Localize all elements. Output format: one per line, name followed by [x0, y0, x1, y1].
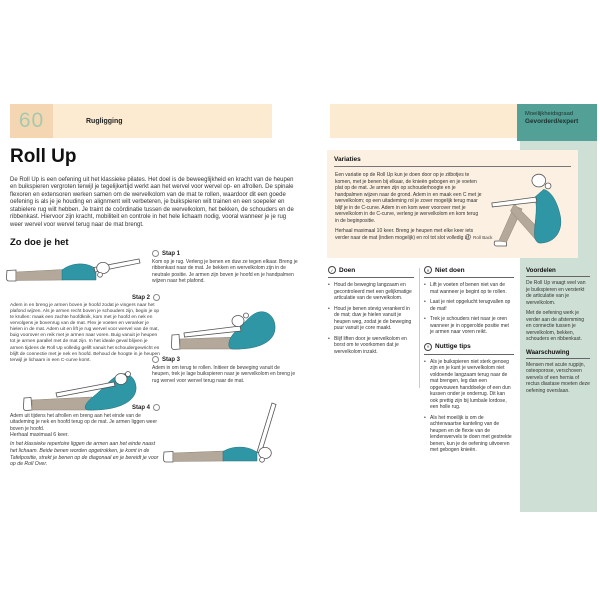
step-1-block — [152, 250, 298, 284]
step-4-label: Stap 4 — [131, 404, 150, 411]
variation-caption: Roll Back — [473, 234, 493, 240]
do-item: • Houd je benen stevig verankerd in de mat; duw je hielen vanuit je heupen weg, zodat je de beweging puur vanuit je core maakt. — [328, 306, 414, 332]
step-marker-icon — [152, 356, 159, 363]
step-4-block — [10, 404, 160, 432]
step-2-illustration — [166, 297, 298, 357]
chapter-bar — [53, 104, 272, 138]
step-2-text: Adem in en breng je armen boven je hoofd zodat je vingers naar het plafond wijzen. Als je armen recht boven je schouders zijn, begin je op te krullen: maak een zachte hoofdknik, kom met je hoofd en nek en vervolgens je bovenrug van de mat. Flex je voeten en veranker je hielen in de mat. Adem uit en lift je rug wervel voor wervel van de mat, buig voorover en reik met je armen naar voren. Buig vanuit je heupen tot je armen parallel met de mat zijn. In het ideale geval blijven je armen tijdens de Roll Up volledig gelift vanuit het schoudergewricht en blijft de connectie met je nek en hoofd. Behoud de hoogte in je heupen terwijl je lichaam in een C-curve komt. — [10, 303, 160, 363]
warning-heading: Waarschuwing — [526, 349, 590, 359]
how-to-heading: Zo doe je het — [10, 237, 69, 248]
classic-repertoire-note: In het klassieke repertoire liggen de armen aan het einde naast het lichaam. Beide benen worden opgetrokken, je komt in de Tafelpositie, strekt je benen op de diagonaal en je bereidt je voor op de Roll Over. — [10, 441, 159, 468]
step-1-label: Stap 1 — [162, 250, 181, 257]
step-3-label-row — [152, 356, 298, 363]
step-3-text: Adem in om terug te rollen. Initieer de beweging vanuit de heupen, trek je lage buikspieren naar je wervelkolom en breng je rug wervel voor wervel terug naar de mat. — [152, 365, 296, 384]
step-3-label: Stap 3 — [162, 356, 181, 363]
cross-circle-icon: ✕ — [424, 266, 432, 274]
figure-curled-forward — [166, 297, 298, 357]
step-3-block — [152, 356, 298, 384]
step-marker-icon — [153, 404, 160, 411]
chapter-label: Rugligging — [86, 117, 123, 125]
page-number: 60 — [18, 109, 45, 132]
repeat-note: Herhaal maximaal 6 keer. — [10, 432, 69, 438]
step-2-label: Stap 2 — [131, 294, 150, 301]
warning-text: Mensen met acute rugpijn, osteoporose, verschoven wervels of een hernia of rectus diastase moeten deze oefening overslaan. — [526, 361, 590, 394]
variations-box — [327, 150, 578, 258]
step-1-illustration — [3, 250, 148, 292]
column-divider — [419, 268, 420, 388]
step-4-illustration — [160, 396, 298, 472]
dont-list — [424, 282, 514, 336]
page-number-box — [10, 104, 53, 138]
figure-lying-arms-up — [160, 396, 298, 472]
benefits-heading: Voordelen — [526, 267, 590, 277]
do-item: • Houd de beweging langzaam en gecontroleerd met een gelijkmatige articulatie van de wervelkolom. — [328, 282, 414, 302]
step-4-text: Adem uit tijdens het afrollen en breng aan het einde van de uitademing je nek en hoofd terug op de mat. Je armen liggen weer boven je hoofd. — [10, 413, 158, 432]
benefits-paragraph-1: De Roll Up vraagt veel van je buikspieren en versterkt de articulatie van je wervelkolom. — [526, 280, 586, 306]
variations-text — [335, 172, 482, 245]
step-1-text: Kom op je rug. Verleng je benen en duw ze tegen elkaar. Breng je ribbenkast naar de mat. Je bekken en wervelkolom zijn in de neutrale positie. Je armen zijn boven je hoofd en je handpalmen wijzen naar het plafond. — [152, 259, 298, 285]
dont-tips-column — [424, 266, 514, 458]
tips-heading-row — [424, 343, 514, 355]
difficulty-label: Moeilijkheidsgraad — [525, 111, 574, 117]
do-item: • Blijf liften door je wervelkolom en borst om te voorkomen dat je wervelkolom inzakt. — [328, 336, 414, 356]
step-marker-icon — [152, 250, 159, 257]
right-header-bar — [330, 104, 517, 138]
star-circle-icon: ✳ — [424, 343, 432, 351]
page-title: Roll Up — [10, 146, 77, 167]
dont-item: • Lift je voeten of benen niet van de mat wanneer je begint op te rollen. — [424, 282, 514, 295]
benefits-paragraph-2: Met de oefening werk je verder aan de afstemming en connectie tussen je wervelkolom, bekken, schouders en ribbenkast. — [526, 310, 585, 342]
intro-paragraph: De Roll Up is een oefening uit het klassieke pilates. Het doel is de beweeglijkheid en kracht van de heupen en buikspieren vergroten terwijl je tegelijkertijd werkt aan het wervel voor wervel op- en afrollen. De spinale flexoren en extensoren werken samen om de wervelkolom van de mat te rollen, waardoor dit een goede oefening is als je je houding en alignment wilt verbeteren, je buikspieren wilt trainen en een soepeler en stabielere rug wilt hebben. Je traint de coördinatie tussen de wervelkolom, het bekken, de schouders en de ribbenkast. Hiervoor zijn kracht, mobiliteit en controle in het hele lichaam nodig, vooral wanneer je je rug weer wervel voor wervel terug naar de mat brengt. — [10, 177, 294, 228]
do-column — [328, 266, 414, 359]
tips-list — [424, 359, 514, 454]
variation-illustration — [485, 158, 573, 250]
dont-item: • Laat je niet opgelucht terugvallen op de mat! — [424, 299, 514, 312]
dont-heading-row — [424, 266, 514, 278]
step-2-label-row — [10, 294, 160, 301]
dont-heading: Niet doen — [435, 266, 465, 274]
do-heading: Doen — [339, 266, 356, 274]
difficulty-box — [517, 104, 597, 141]
check-circle-icon: ✓ — [328, 266, 336, 274]
step-1-label-row — [152, 250, 298, 257]
variations-heading: Variaties — [334, 156, 571, 167]
variations-paragraph-2: Herhaal maximaal 10 keer. Breng je heupen met elke keer iets verder naar de mat (indien mogelijk) en rol tot slot volledig af. — [335, 228, 474, 241]
figure-lying-arms-overhead — [3, 250, 148, 292]
tips-item: • Als het moeilijk is om de achterwaartse kanteling van de heupen en de flexie van de lendenwervels te doen met gestrekte benen, kun je de oefening uitvoeren met gebogen knieën. — [424, 415, 514, 454]
dont-item: • Trek je schouders niet naar je oren wanneer je in opgerolde positie met je armen naar voren reikt. — [424, 316, 514, 336]
do-list — [328, 282, 414, 355]
caption-marker-icon — [465, 234, 471, 240]
step-4-label-row — [10, 404, 160, 411]
do-heading-row — [328, 266, 414, 278]
variations-paragraph-1: Een variatie op de Roll Up kun je doen door op je zitbotjes te komen, met je benen bij elkaar, de knieën gebogen en je voeten plat op de mat. Je armen zijn op schouderhoogte en je handpalmen wijzen naar de grond. Adem in en maak een C met je wervelkolom; op een uitademing rol je zover mogelijk terug maar blijf je in de C-curve. Adem in en kom weer voorover met je wervelkolom in de C-curve, verleng je wervelkolom en kom terug in de beginpositie. — [335, 172, 482, 224]
tips-heading: Nuttige tips — [435, 343, 471, 350]
figure-roll-back — [485, 158, 573, 250]
difficulty-value: Gevorderd/expert — [525, 118, 579, 125]
tips-item: • Als je buikspieren niet sterk genoeg zijn en je kunt je wervelkolom niet voldoende langzaam terug naar de mat brengen, leg dan een opgevouwen handdoekje of een dun kussen onder je onderrug. Dit kan ook prettig zijn bij lumbale lordose, een holle rug. — [424, 359, 514, 411]
step-marker-icon — [153, 294, 160, 301]
